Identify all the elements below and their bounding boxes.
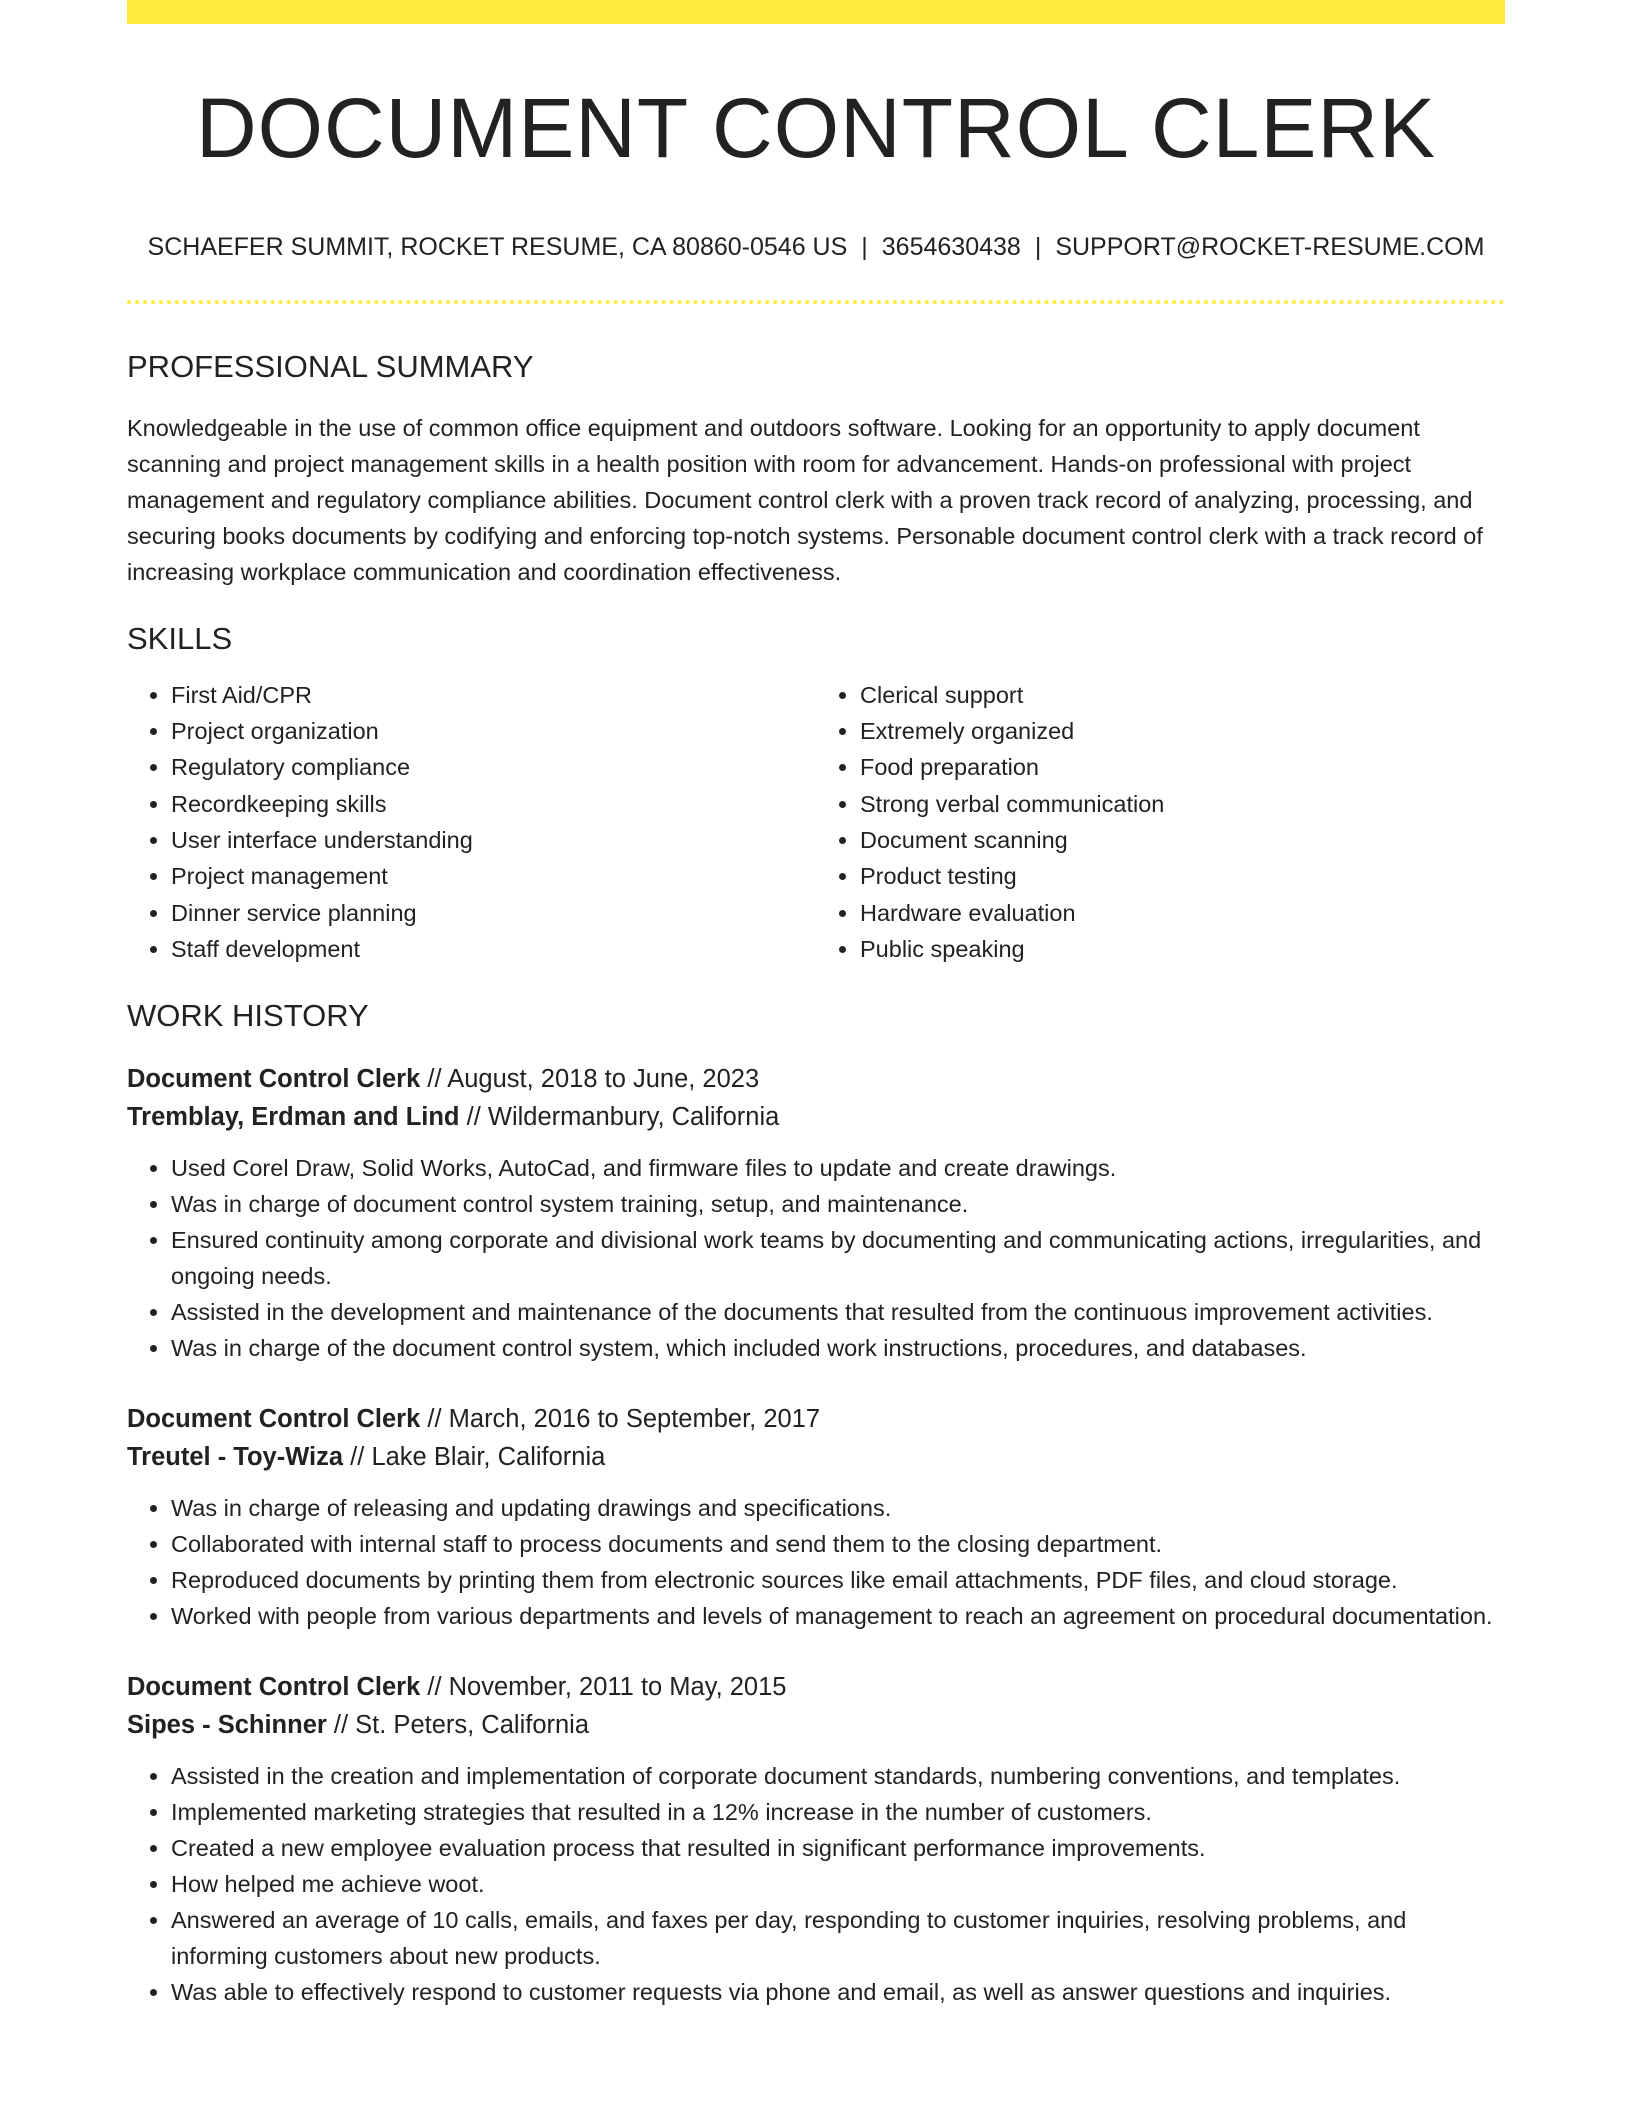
job-company-line (127, 1098, 1505, 1136)
skills-column-right (816, 677, 1505, 967)
job-role: Document Control Clerk (127, 1405, 421, 1434)
job-company: Treutel - Toy-Wiza (127, 1443, 344, 1472)
job-company: Sipes - Schinner (127, 1711, 327, 1740)
skill-item: • Regulatory compliance (171, 749, 816, 785)
job-dates: March, 2016 to September, 2017 (448, 1405, 821, 1434)
summary-text: Knowledgeable in the use of common office equipment and outdoors software. Looking for an opportunity to apply document scanning and project management skills in a health position with room for advancement. Hands-on professional with project management and regulatory compliance abilities. Document control clerk with a proven track record of analyzing, processing, and securing books documents by codifying and enforcing top-notch systems. Personable document control clerk with a track record of increasing workplace communication and coordination effectiveness. (127, 414, 1483, 585)
job-bullet: • Collaborated with internal staff to process documents and send them to the closing department. (171, 1526, 1505, 1562)
job-location: Wildermanbury, California (487, 1103, 780, 1132)
skill-item: • Project organization (171, 713, 816, 749)
contact-line (127, 232, 1505, 262)
skill-item: • Hardware evaluation (860, 895, 1505, 931)
job-bullet: • Assisted in the creation and implementation of corporate document standards, numbering conventions, and templates. (171, 1758, 1505, 1794)
skill-item: • Clerical support (860, 677, 1505, 713)
job-entry (127, 1668, 1505, 2010)
job-divider: // (350, 1443, 365, 1472)
skill-item: • Dinner service planning (171, 895, 816, 931)
job-bullet: • Reproduced documents by printing them from electronic sources like email attachments, PDF files, and cloud storage. (171, 1562, 1505, 1598)
job-bullet: • Was able to effectively respond to customer requests via phone and email, as well as answer questions and inquiries. (171, 1974, 1505, 2010)
skill-item: • Food preparation (860, 749, 1505, 785)
skill-item: • Document scanning (860, 822, 1505, 858)
contact-phone: 3654630438 (881, 233, 1021, 262)
skill-item: • Public speaking (860, 931, 1505, 967)
contact-email: SUPPORT@ROCKET-RESUME.COM (1055, 233, 1485, 262)
skills-heading: SKILLS (127, 620, 233, 656)
job-dates: November, 2011 to May, 2015 (448, 1673, 787, 1702)
contact-separator: | (861, 233, 868, 262)
job-bullet: • Answered an average of 10 calls, emails, and faxes per day, responding to customer inquiries, resolving problems, and informing customers about new products. (171, 1902, 1505, 1974)
skills-column-left (127, 677, 816, 967)
job-divider: // (427, 1405, 442, 1434)
job-role: Document Control Clerk (127, 1065, 421, 1094)
job-bullet: • Assisted in the development and maintenance of the documents that resulted from the continuous improvement activities. (171, 1294, 1505, 1330)
job-divider: // (333, 1711, 349, 1740)
skill-item: • Product testing (860, 858, 1505, 894)
job-divider: // (427, 1065, 442, 1094)
job-bullets (127, 1758, 1505, 2010)
job-company-line (127, 1438, 1505, 1476)
skill-item: • First Aid/CPR (171, 677, 816, 713)
job-bullets (127, 1150, 1505, 1366)
job-company: Tremblay, Erdman and Lind (127, 1103, 460, 1132)
job-divider: // (427, 1673, 442, 1702)
job-bullet: • Was in charge of the document control system, which included work instructions, procedures, and databases. (171, 1330, 1505, 1366)
contact-address: SCHAEFER SUMMIT, ROCKET RESUME, CA 80860-0546 US (147, 233, 848, 262)
job-role: Document Control Clerk (127, 1673, 421, 1702)
job-entry (127, 1060, 1505, 1366)
job-bullet: • Used Corel Draw, Solid Works, AutoCad, and firmware files to update and create drawings. (171, 1150, 1505, 1186)
accent-bar (127, 0, 1505, 24)
job-bullets (127, 1490, 1505, 1634)
job-dates: August, 2018 to June, 2023 (447, 1065, 760, 1094)
skills-list (127, 677, 1505, 967)
skill-item: • Staff development (171, 931, 816, 967)
job-bullet: • Was in charge of releasing and updating drawings and specifications. (171, 1490, 1505, 1526)
job-company-line (127, 1706, 1505, 1744)
skill-item: • Recordkeeping skills (171, 786, 816, 822)
contact-separator: | (1034, 233, 1042, 262)
job-bullet: • Worked with people from various departments and levels of management to reach an agreement on procedural documentation. (171, 1598, 1505, 1634)
skill-item: • Strong verbal communication (860, 786, 1505, 822)
dotted-divider (127, 300, 1505, 304)
job-title-line (127, 1668, 1505, 1706)
skill-item: • Project management (171, 858, 816, 894)
job-bullet: • Implemented marketing strategies that resulted in a 12% increase in the number of customers. (171, 1794, 1505, 1830)
job-title-line (127, 1400, 1505, 1438)
job-location: Lake Blair, California (371, 1443, 606, 1472)
job-bullet: • Created a new employee evaluation process that resulted in significant performance improvements. (171, 1830, 1505, 1866)
job-divider: // (466, 1103, 481, 1132)
summary-heading: PROFESSIONAL SUMMARY (127, 349, 534, 385)
work-history-heading: WORK HISTORY (127, 998, 369, 1034)
job-bullet: • Ensured continuity among corporate and divisional work teams by documenting and communicating actions, irregularities, and ongoing needs. (171, 1222, 1505, 1294)
job-title-line (127, 1060, 1505, 1098)
job-bullet: • How helped me achieve woot. (171, 1866, 1505, 1902)
skill-item: • User interface understanding (171, 822, 816, 858)
skill-item: • Extremely organized (860, 713, 1505, 749)
job-location: St. Peters, California (355, 1711, 590, 1740)
job-bullet: • Was in charge of document control system training, setup, and maintenance. (171, 1186, 1505, 1222)
resume-name: DOCUMENT CONTROL CLERK (195, 81, 1437, 175)
job-entry (127, 1400, 1505, 1634)
resume-page (127, 0, 1505, 2010)
